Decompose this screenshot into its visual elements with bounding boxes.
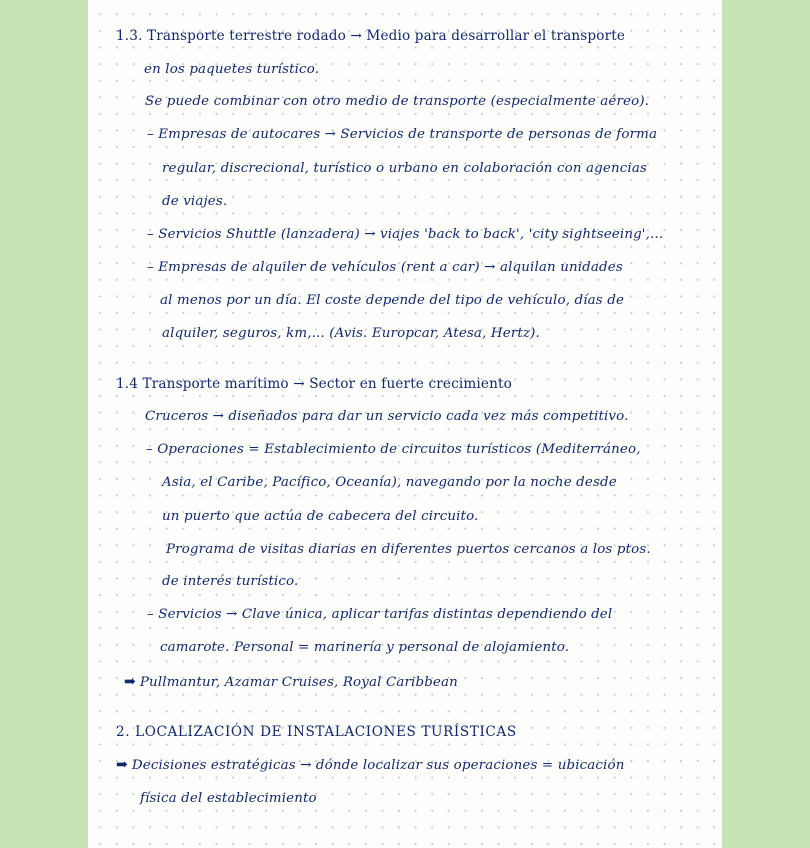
decisiones-line-2: física del establecimiento — [140, 791, 317, 806]
combine-note: Se puede combinar con otro medio de transporte (especialmente aéreo). — [145, 94, 650, 109]
bullet-rent-a-car-line-1: – Empresas de alquiler de vehículos (rent a car) → alquilan unidades — [147, 260, 623, 275]
bullet-operaciones-line-4: Programa de visitas diarias en diferentes puertos cercanos a los ptos. — [166, 542, 651, 557]
bullet-autocares-line-2: regular, discrecional, turístico o urbano en colaboración con agencias — [162, 161, 647, 176]
decisiones-text: Decisiones estratégicas → dónde localizar sus operaciones = ubicación — [131, 758, 625, 773]
section-1-3-title-continued: en los paquetes turístico. — [144, 62, 320, 77]
bullet-shuttle-line-1: – Servicios Shuttle (lanzadera) → viajes 'back to back', 'city sightseeing',... — [147, 227, 664, 242]
bullet-rent-a-car-line-2: al menos por un día. El coste depende del tipo de vehículo, días de — [160, 293, 625, 308]
decisiones-line — [116, 756, 624, 775]
cruceros-line: Cruceros → diseñados para dar un servicio cada vez más competitivo. — [145, 409, 629, 424]
bullet-operaciones-line-3: un puerto que actúa de cabecera del circuito. — [162, 509, 479, 524]
bullet-operaciones-line-5: de interés turístico. — [162, 574, 299, 589]
section-1-4-title: 1.4 Transporte marítimo → Sector en fuerte crecimiento — [116, 376, 512, 392]
section-2-title: 2. LOCALIZACIÓN DE INSTALACIONES TURÍSTICAS — [116, 724, 517, 740]
cruise-examples: Pullmantur, Azamar Cruises, Royal Caribbean — [139, 675, 458, 690]
bullet-autocares-line-3: de viajes. — [162, 194, 228, 209]
cruise-examples-line — [124, 673, 458, 692]
bullet-servicios-line-2: camarote. Personal = marinería y personal de alojamiento. — [160, 640, 570, 655]
bullet-autocares-line-1: – Empresas de autocares → Servicios de transporte de personas de forma — [147, 127, 658, 142]
notebook-page — [88, 0, 722, 848]
bullet-operaciones-line-1: – Operaciones = Establecimiento de circuitos turísticos (Mediterráneo, — [146, 442, 641, 457]
bullet-operaciones-line-2: Asia, el Caribe, Pacífico, Oceanía), navegando por la noche desde — [162, 475, 617, 490]
bullet-rent-a-car-line-3: alquiler, seguros, km,... (Avis. Europcar, Atesa, Hertz). — [162, 326, 540, 341]
section-1-3-title: 1.3. Transporte terrestre rodado → Medio para desarrollar el transporte — [116, 28, 626, 44]
double-arrow-icon: ➡ — [116, 757, 128, 773]
double-arrow-icon: ➡ — [124, 674, 136, 690]
bullet-servicios-line-1: – Servicios → Clave única, aplicar tarifas distintas dependiendo del — [147, 607, 613, 622]
